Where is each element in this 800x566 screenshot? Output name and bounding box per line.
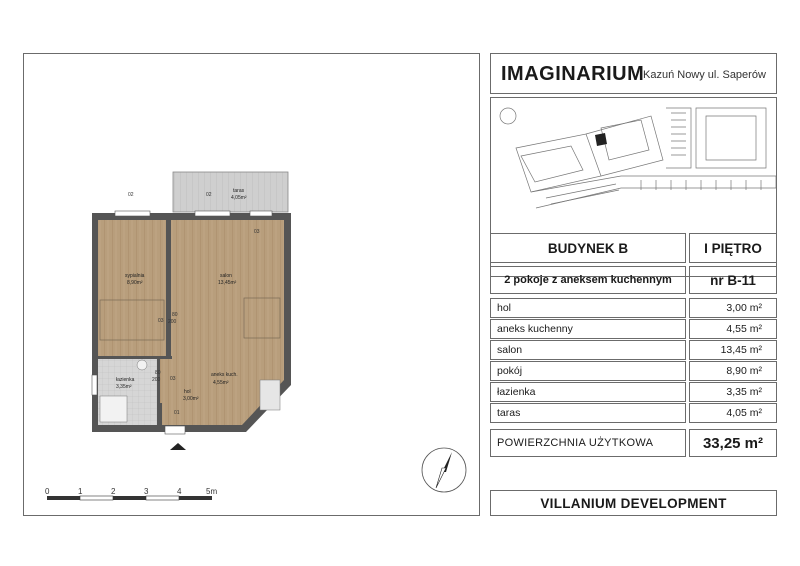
plan-area-lazienka: 3,35m² (116, 384, 132, 390)
room-area: 8,90 m² (689, 361, 777, 381)
total-area-label: POWIERZCHNIA UŻYTKOWA (490, 429, 686, 457)
window-tag-2: 02 (206, 192, 212, 198)
room-area: 13,45 m² (689, 340, 777, 360)
door-tag-2b: 200 (152, 377, 161, 383)
plan-area-salon: 13,45m² (218, 280, 237, 286)
plan-label-hol: hol (184, 389, 191, 395)
plan-label-taras: taras (233, 188, 245, 194)
room-row (490, 382, 777, 402)
bath-wall-right (157, 356, 160, 426)
plan-area-aneks: 4,55m² (213, 380, 229, 386)
room-row (490, 361, 777, 381)
apartment-highlight (595, 133, 607, 146)
partition-wall (166, 220, 171, 358)
brand-title: IMAGINARIUM (501, 63, 645, 85)
total-area-value: 33,25 m² (689, 429, 777, 457)
scale-tick-3: 3 (144, 487, 149, 496)
terrace-area (173, 172, 288, 212)
room-name: łazienka (490, 382, 686, 402)
floor-cell: I PIĘTRO (689, 233, 777, 263)
room-name: taras (490, 403, 686, 423)
room-name: aneks kuchenny (490, 319, 686, 339)
room-area: 3,35 m² (689, 382, 777, 402)
room-area: 4,55 m² (689, 319, 777, 339)
room-area: 3,00 m² (689, 298, 777, 318)
plan-label-aneks: aneks kuch. (211, 372, 238, 378)
scale-tick-2: 2 (111, 487, 116, 496)
window-bath (92, 375, 97, 395)
title-box (490, 53, 777, 94)
building-cell: BUDYNEK B (490, 233, 686, 263)
room-name: hol (490, 298, 686, 318)
window-bedroom (115, 211, 150, 216)
plan-label-salon: salon (220, 273, 232, 279)
kitchen-counter (260, 380, 280, 410)
door-tag-5: 03 (158, 318, 164, 324)
scale-tick-0: 0 (45, 487, 50, 496)
room-row (490, 319, 777, 339)
door-tag-1: 80 (172, 312, 178, 318)
scale-tick-4: 4 (177, 487, 182, 496)
bathtub (100, 396, 127, 422)
room-area: 4,05 m² (689, 403, 777, 423)
plan-area-hol: 3,00m² (183, 396, 199, 402)
apartment-number-cell: nr B-11 (689, 266, 777, 294)
plan-label-lazienka: łazienka (116, 377, 135, 383)
north-arrow-icon (422, 448, 466, 492)
window-tag-1: 02 (128, 192, 134, 198)
plan-area-taras: 4,05m² (231, 195, 247, 201)
room-row (490, 403, 777, 423)
apartment-type-cell: 2 pokoje z aneksem kuchennym (490, 266, 686, 294)
door-tag-2: 80 (155, 370, 161, 376)
scale-tick-1: 1 (78, 487, 83, 496)
room-row (490, 298, 777, 318)
entrance-arrow (170, 443, 186, 450)
door-tag-3: 01 (174, 410, 180, 416)
window-salon (195, 211, 230, 216)
entry-door (165, 426, 185, 434)
toilet (137, 360, 147, 370)
address: Kazuń Nowy ul. Saperów (643, 69, 766, 81)
scale-bar (47, 496, 212, 500)
room-name: pokój (490, 361, 686, 381)
plan-label-pokoj: sypialnia (125, 273, 145, 279)
room-name: salon (490, 340, 686, 360)
door-tag-6: 03 (170, 376, 176, 382)
terrace-door (250, 211, 272, 216)
plan-area-pokoj: 8,90m² (127, 280, 143, 286)
developer-name: VILLANIUM DEVELOPMENT (490, 490, 777, 516)
scale-tick-5: 5m (206, 487, 218, 496)
bath-wall-top (98, 356, 172, 359)
door-tag-1b: 200 (168, 319, 177, 325)
room-row (490, 340, 777, 360)
door-tag-4: 03 (254, 229, 260, 235)
